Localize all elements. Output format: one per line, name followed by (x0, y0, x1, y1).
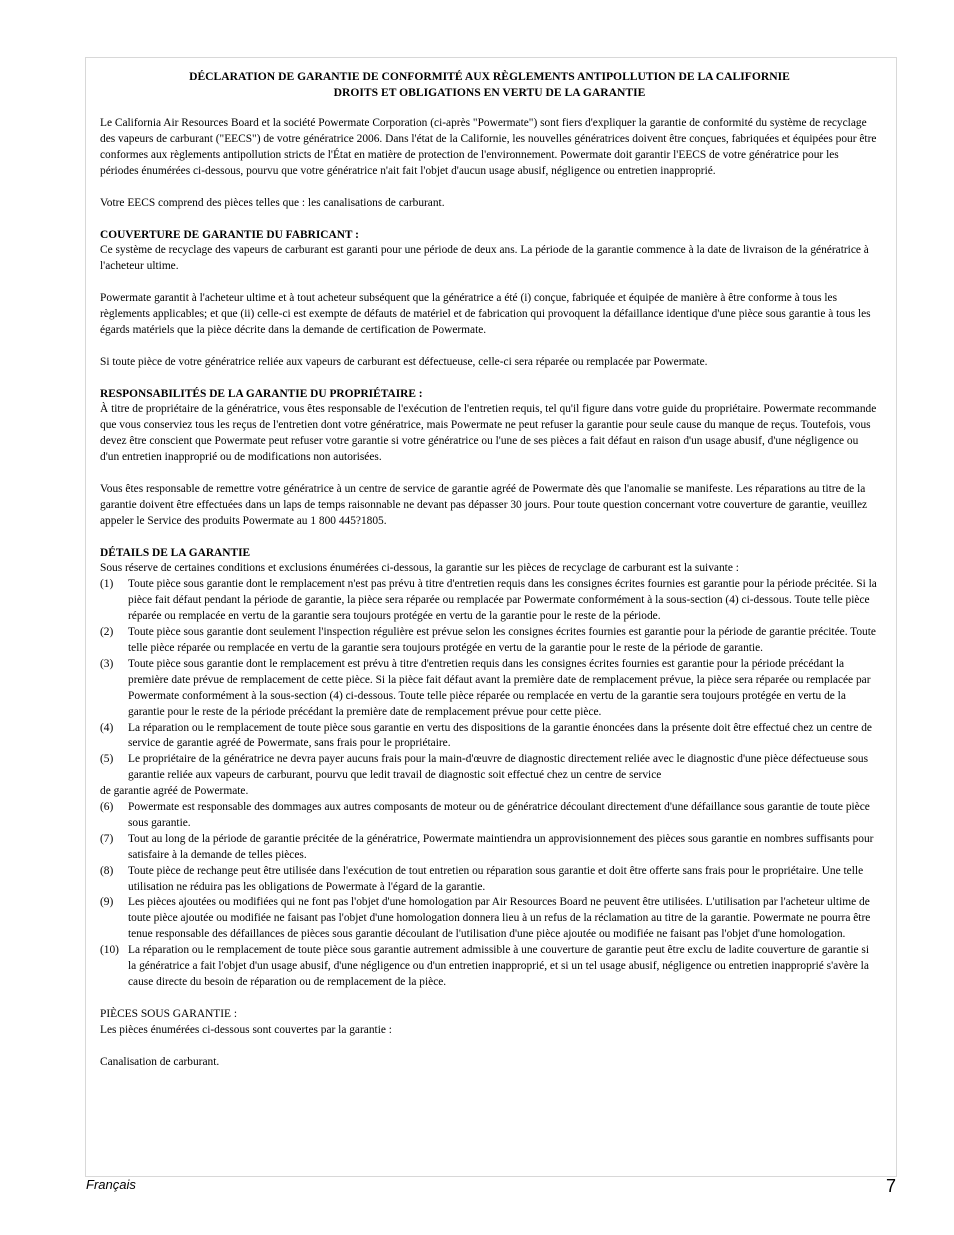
list-item (100, 800, 879, 832)
list-item-text: Toute pièce de rechange peut être utilisée dans l'exécution de tout entretien ou réparation sous garantie et doit être offerte sans frais pour le propriétaire. Une telle utilisation ne réduira pas les obligations de Powermate à l'égard de la garantie. (128, 864, 864, 893)
list-item-number: (9) (100, 896, 114, 909)
warranted-parts-list: Canalisation de carburant. (100, 1055, 220, 1068)
list-item-number: (10) (100, 944, 119, 957)
list-item-text: La réparation ou le remplacement de toute pièce sous garantie autrement admissible à une couverture de garantie peut être exclu de ladite couverture de garantie si la génératrice a fait l'objet d'un usage abusif, d'une négligence ou d'un entretien inapproprié, et si un tel usage abusif, négligence ou entretien inapproprié s'avère la cause directe du besoin de réparation ou de remplacement de la pièce. (128, 944, 870, 989)
list-item-number: (3) (100, 657, 114, 670)
list-item-text: Toute pièce sous garantie dont seulement l'inspection régulière est prévue selon les consignes écrites fournies est garantie pour la période de garantie précitée. Toute telle pièce réparée ou remplacée en vertu de la garantie sera toujours protégée en vertu de la garantie pour le reste de la période de garantie. (128, 626, 876, 654)
list-item-number: (8) (100, 864, 114, 877)
warranted-parts-heading: PIÈCES SOUS GARANTIE : (100, 1007, 238, 1020)
footer-language: Français (86, 1177, 136, 1192)
owner-responsibilities-heading: RESPONSABILITÉS DE LA GARANTIE DU PROPRIÉTAIRE : (100, 387, 423, 400)
list-item (100, 752, 879, 784)
list-item (100, 943, 879, 991)
list-item-text: Tout au long de la période de garantie précitée de la génératrice, Powermate maintiendra un approvisionnement des pièces sous garantie en nombres suffisants pour satisfaire à la demande de telles pièces. (128, 832, 874, 861)
warranty-details-list (100, 577, 879, 784)
list-item-text: Le propriétaire de la génératrice ne devra payer aucuns frais pour la main-d'œuvre de diagnostic directement reliée avec le diagnostic d'une pièce défectueuse sous garantie reliée aux vapeurs de carburant, pourvu que ledit travail de diagnostic soit effectué chez un centre de service (128, 753, 869, 782)
list-item-number: (5) (100, 753, 114, 766)
list-item (100, 721, 879, 753)
list-item-number: (2) (100, 626, 114, 639)
list-item (100, 895, 879, 943)
warranty-details-list-continued (100, 800, 879, 991)
title-line-2: DROITS ET OBLIGATIONS EN VERTU DE LA GARANTIE (333, 85, 646, 99)
warranty-details-heading: DÉTAILS DE LA GARANTIE (100, 546, 251, 559)
title-line-1: DÉCLARATION DE GARANTIE DE CONFORMITÉ AUX RÈGLEMENTS ANTIPOLLUTION DE LA CALIFORNIE (189, 70, 790, 83)
list-item (100, 625, 879, 657)
list-item-number: (4) (100, 721, 114, 734)
eecs-parts-paragraph: Votre EECS comprend des pièces telles que : les canalisations de carburant. (100, 196, 445, 209)
document-title (96, 69, 883, 100)
warranty-details-intro: Sous réserve de certaines conditions et exclusions énumérées ci-dessous, la garantie sur les pièces de recyclage de carburant est la suivante : (100, 562, 739, 575)
page-number: 7 (885, 1176, 896, 1196)
list-item (100, 577, 879, 625)
list-item-5-continuation: de garantie agréé de Powermate. (100, 785, 249, 798)
list-item-text: La réparation ou le remplacement de toute pièce sous garantie en vertu des dispositions de la garantie énoncées dans la présente doit être effectué chez un centre de service de garantie agréé de Powermate, sans frais pour le propriétaire. (128, 721, 872, 750)
list-item (100, 657, 879, 721)
owner-responsibilities-paragraph-2: Vous êtes responsable de remettre votre génératrice à un centre de service de garantie agréé de Powermate dès que l'anomalie se manifeste. Les réparations au titre de la garantie doivent être effectuées dans un laps de temps raisonnable ne devant pas dépasser 30 jours. Pour toute question concernant votre couverture de garantie, veuillez appeler le Service des produits Powermate au 1 800 445?1805. (100, 482, 868, 527)
manufacturer-coverage-paragraph-3: Si toute pièce de votre génératrice reliée aux vapeurs de carburant est défectueuse, celle-ci sera réparée ou remplacée par Powermate. (100, 355, 708, 368)
list-item-text: Toute pièce sous garantie dont le remplacement est prévu à titre d'entretien requis dans les consignes écrites fournies est garantie pour la période précédant la première date prévue de remplacement de cette pièce. Si la pièce fait défaut avant la première date de remplacement prévue, la pièce sera réparée ou remplacée par Powermate conformément à la sous-section (4) ci-dessous. Toute telle pièce réparée ou remplacée en vertu de la garantie sera toujours protégée en vertu de la garantie pour le reste de la période précédant la première date de remplacement prévue pour cette pièce. (128, 657, 871, 718)
list-item-number: (7) (100, 832, 114, 845)
list-item-text: Toute pièce sous garantie dont le remplacement n'est pas prévu à titre d'entretien requis dans les consignes écrites fournies est garantie pour la période précitée. Si la pièce fait défaut pendant la période de garantie, la pièce sera réparée ou remplacée par Powermate conformément à la sous-section (4) ci-dessous. Toute telle pièce réparée ou remplacée en vertu de la garantie sera toujours protégée en vertu de la garantie pour le reste de la période. (128, 578, 877, 623)
warranty-statement (100, 69, 879, 1070)
intro-paragraph: Le California Air Resources Board et la société Powermate Corporation (ci-après "Powermate") sont fiers d'expliquer la garantie de conformité du système de recyclage des vapeurs de carburant ("EECS") de votre génératrice 2006. Dans l'état de la Californie, les nouvelles génératrices doivent être conçues, fabriquées et équipées pour être conformes aux règlements antipollution stricts de l'État en matière de protection de l'environnement. Powermate doit garantir l'EECS de votre génératrice pour les périodes énumérées ci-dessous, pourvu que votre génératrice n'ait fait l'objet d'aucun usage abusif, négligence ou entretien inapproprié. (100, 117, 877, 177)
owner-responsibilities-paragraph-1: À titre de propriétaire de la génératrice, vous êtes responsable de l'exécution de l'entretien requis, tel qu'il figure dans votre guide du propriétaire. Powermate recommande que vous conserviez tous les reçus de l'entretien dont votre génératrice, mais Powermate ne peut refuser la garantie pour seule cause du manque de reçus. Toutefois, vous devez être conscient que Powermate peut refuser votre garantie si votre génératrice ou l'une de ses pièces a fait défaut en raison d'un usage abusif, d'une négligence ou d'un entretien inapproprié ou de modifications non autorisées. (100, 403, 877, 464)
list-item-text: Powermate est responsable des dommages aux autres composants de moteur ou de génératrice découlant directement d'une défaillance sous garantie de toute pièce sous garantie. (128, 801, 870, 829)
list-item (100, 832, 879, 864)
list-item (100, 864, 879, 896)
list-item-number: (1) (100, 578, 114, 591)
list-item-text: Les pièces ajoutées ou modifiées qui ne font pas l'objet d'une homologation par Air Resources Board ne peuvent être utilisées. L'utilisation par l'acheteur ultime de toute pièce ajoutée ou modifiée ne faisant pas l'objet d'une homologation donnera lieu à un refus de la réclamation au titre de la garantie. Powermate ne pourra être tenue responsable des défaillances de pièces sous garantie découlant de l'utilisation d'une pièce ajoutée ou modifiée ne faisant pas l'objet d'une homologation. (128, 896, 871, 941)
manufacturer-coverage-paragraph-1: Ce système de recyclage des vapeurs de carburant est garanti pour une période de deux ans. La période de la garantie commence à la date de livraison de la génératrice à l'acheteur ultime. (100, 244, 869, 273)
manufacturer-coverage-heading: COUVERTURE DE GARANTIE DU FABRICANT : (100, 228, 359, 241)
warranted-parts-intro: Les pièces énumérées ci-dessous sont couvertes par la garantie : (100, 1023, 392, 1036)
list-item-number: (6) (100, 801, 114, 814)
manufacturer-coverage-paragraph-2: Powermate garantit à l'acheteur ultime et à tout acheteur subséquent que la génératrice a été (i) conçue, fabriquée et équipée de manière à être conforme à tous les règlements applicables; et que (ii) celle-ci est exempte de défauts de matériel et de fabrication qui provoquent la défaillance identique d'une pièce sous garantie à tous les égards matériels que la pièce décrite dans la demande de certification de Powermate. (100, 292, 871, 336)
